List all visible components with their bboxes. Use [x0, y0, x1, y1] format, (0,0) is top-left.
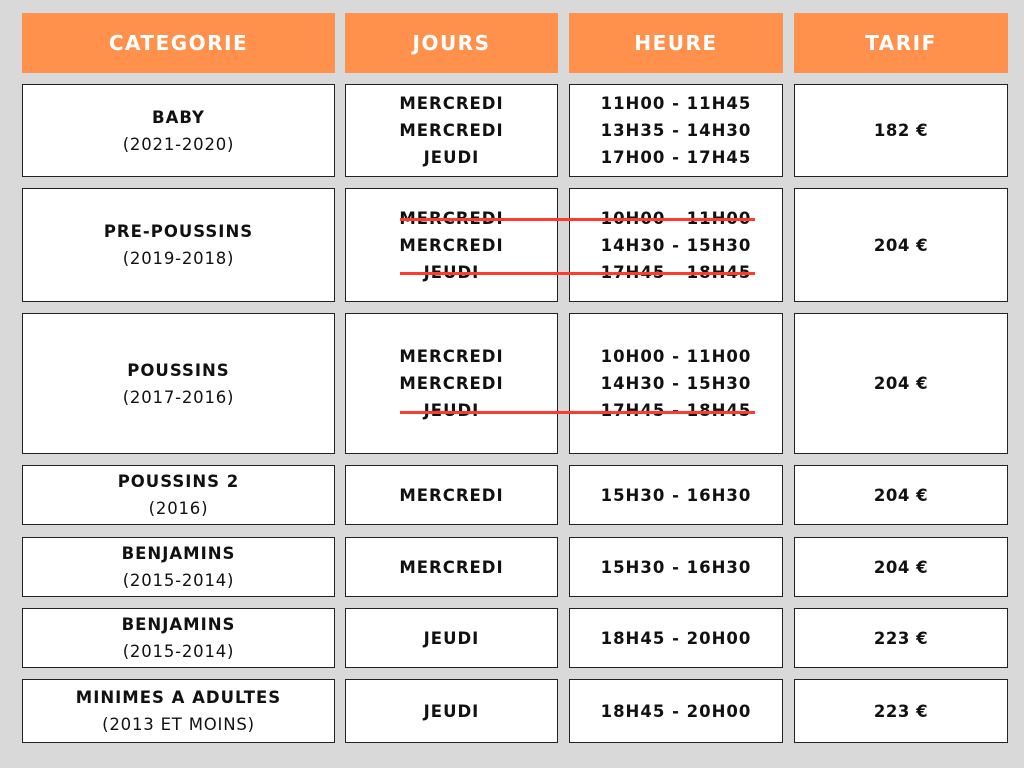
strikethrough-line — [400, 411, 755, 414]
price-cell — [794, 608, 1008, 668]
category-name: MINIMES A ADULTES — [75, 688, 282, 707]
hour-range: 15H30 - 16H30 — [600, 557, 752, 577]
category-cell — [22, 465, 335, 525]
price-cell — [794, 465, 1008, 525]
header-tarif: TARIF — [794, 13, 1008, 73]
category-years: (2021-2020) — [122, 134, 235, 154]
hour-range: 11H00 - 11H45 — [600, 94, 752, 113]
hours-cell — [569, 313, 783, 454]
price-cell — [794, 313, 1008, 454]
hour-range: 18H45 - 20H00 — [600, 701, 752, 721]
hours-cell — [569, 537, 783, 597]
days-cell — [345, 465, 558, 525]
header-jours: JOURS — [345, 13, 558, 73]
category-years: (2016) — [148, 499, 209, 518]
price-label: 204 € — [873, 374, 929, 393]
day-label: MERCREDI — [399, 94, 504, 113]
category-name: PRE-POUSSINS — [103, 222, 254, 241]
category-years: (2015-2014) — [122, 571, 235, 590]
hour-range: 17H00 - 17H45 — [600, 148, 752, 167]
day-label: JEUDI — [423, 701, 480, 721]
days-cell — [345, 537, 558, 597]
price-label: 204 € — [873, 557, 929, 577]
category-cell — [22, 608, 335, 668]
header-categorie: CATEGORIE — [22, 13, 335, 73]
day-label: JEUDI — [423, 628, 480, 648]
category-cell — [22, 84, 335, 177]
hours-cell — [569, 465, 783, 525]
day-label: MERCREDI — [399, 374, 504, 393]
price-cell — [794, 679, 1008, 743]
strikethrough-line — [400, 272, 755, 275]
category-years: (2015-2014) — [122, 642, 235, 661]
day-label: JEUDI — [423, 148, 480, 167]
price-label: 182 € — [873, 121, 929, 140]
hours-cell — [569, 84, 783, 177]
day-label: MERCREDI — [399, 557, 504, 577]
header-heure: HEURE — [569, 13, 783, 73]
price-label: 223 € — [873, 628, 929, 648]
category-name: POUSSINS 2 — [117, 472, 240, 491]
price-label: 223 € — [873, 701, 929, 721]
category-years: (2019-2018) — [122, 249, 235, 268]
category-name: POUSSINS — [127, 360, 230, 380]
days-cell — [345, 608, 558, 668]
days-cell — [345, 84, 558, 177]
hours-cell — [569, 188, 783, 302]
day-label: MERCREDI — [399, 485, 504, 505]
strikethrough-line — [400, 218, 755, 221]
day-label: MERCREDI — [399, 121, 504, 140]
category-cell — [22, 679, 335, 743]
hours-cell — [569, 679, 783, 743]
hours-cell — [569, 608, 783, 668]
price-cell — [794, 84, 1008, 177]
price-cell — [794, 537, 1008, 597]
category-cell — [22, 313, 335, 454]
price-label: 204 € — [873, 485, 929, 505]
days-cell — [345, 188, 558, 302]
hour-range: 14H30 - 15H30 — [600, 374, 752, 393]
category-cell — [22, 188, 335, 302]
hour-range: 10H00 - 11H00 — [600, 347, 752, 366]
category-cell — [22, 537, 335, 597]
price-cell — [794, 188, 1008, 302]
hour-range: 14H30 - 15H30 — [600, 235, 752, 255]
day-label: MERCREDI — [399, 347, 504, 366]
days-cell — [345, 313, 558, 454]
category-years: (2017-2016) — [122, 387, 235, 407]
category-years: (2013 ET MOINS) — [102, 715, 255, 734]
category-name: BENJAMINS — [121, 615, 236, 634]
day-label: MERCREDI — [399, 235, 504, 255]
category-name: BABY — [152, 107, 205, 127]
category-name: BENJAMINS — [121, 544, 236, 563]
hour-range: 15H30 - 16H30 — [600, 485, 752, 505]
price-label: 204 € — [873, 235, 929, 255]
hour-range: 18H45 - 20H00 — [600, 628, 752, 648]
hour-range: 13H35 - 14H30 — [600, 121, 752, 140]
days-cell — [345, 679, 558, 743]
